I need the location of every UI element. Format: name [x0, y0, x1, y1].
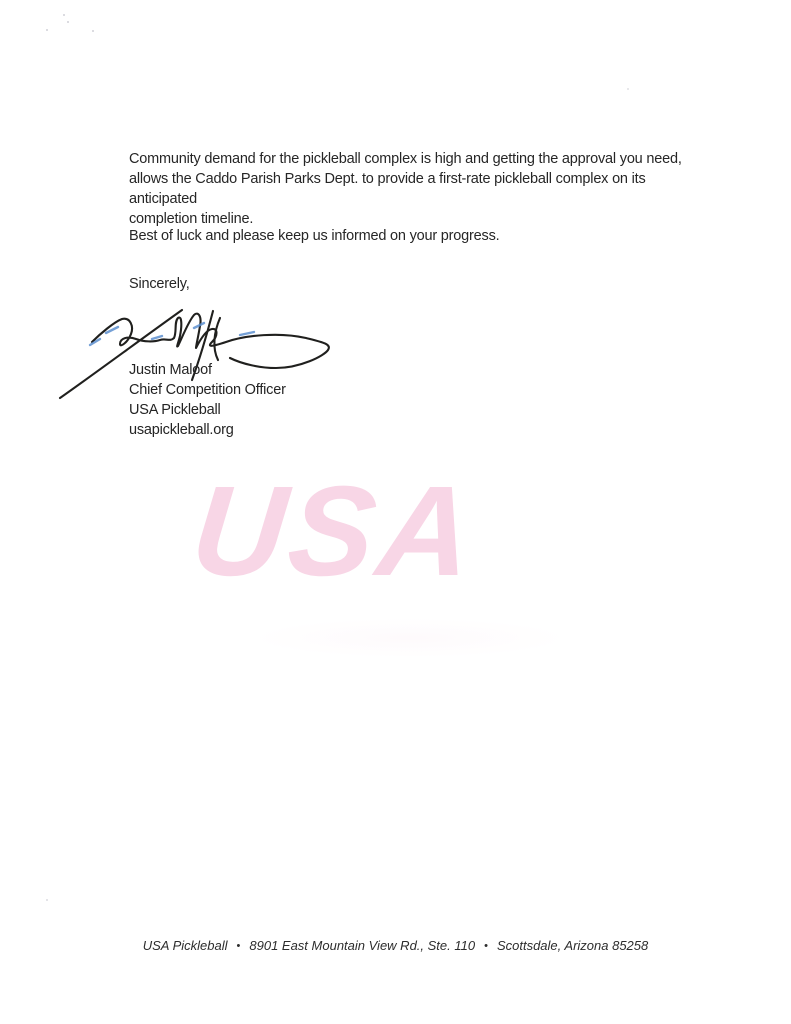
footer-city: Scottsdale, Arizona 85258 [496, 938, 649, 953]
bullet-separator: • [484, 940, 488, 952]
signature-block [129, 360, 286, 440]
scan-speck [46, 29, 48, 31]
body-line: allows the Caddo Parish Parks Dept. to provide a first-rate pickleball complex on its anticipated [129, 171, 646, 207]
scan-speck [627, 88, 629, 90]
signer-organization: USA Pickleball [129, 402, 221, 418]
scan-speck [92, 30, 94, 32]
footer-org: USA Pickleball [142, 938, 228, 953]
closing-salutation: Sincerely, [129, 276, 190, 292]
usa-watermark: USA [185, 460, 483, 603]
bullet-separator: • [236, 940, 241, 952]
scan-speck [67, 21, 69, 23]
footer-address-line [0, 936, 791, 956]
footer-address: 8901 East Mountain View Rd., Ste. 110 [249, 938, 476, 953]
paragraph-best-of-luck: Best of luck and please keep us informed on your progress. [129, 228, 500, 244]
watermark-echo [250, 618, 570, 658]
signer-website: usapickleball.org [129, 422, 234, 438]
signer-title: Chief Competition Officer [129, 382, 286, 398]
body-line: Community demand for the pickleball complex is high and getting the approval you need, [129, 151, 682, 167]
signer-name: Justin Maloof [129, 362, 212, 378]
paragraph-community-demand [129, 149, 709, 229]
body-line: completion timeline. [129, 211, 254, 227]
scan-speck [46, 899, 48, 901]
scan-speck [63, 14, 65, 16]
